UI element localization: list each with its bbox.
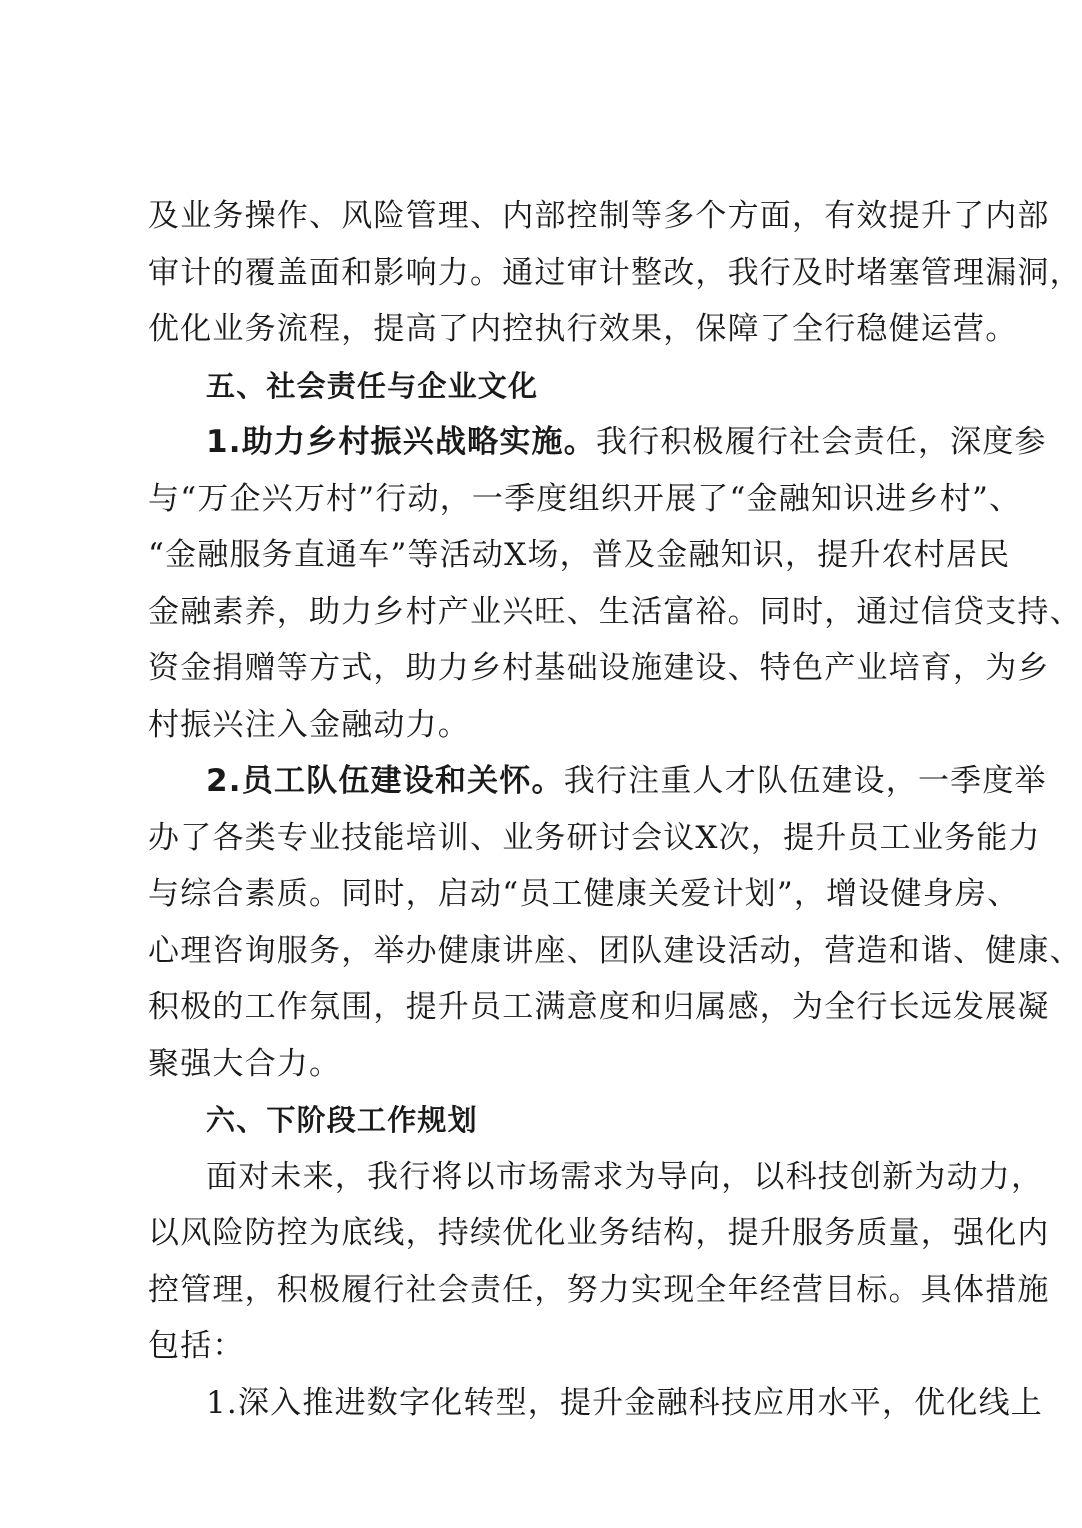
body-line: 聚强大合力。 bbox=[148, 1045, 342, 1082]
item-text: 我行注重人才队伍建设，一季度举 bbox=[563, 763, 1047, 799]
body-line: 及业务操作、风险管理、内部控制等多个方面，有效提升了内部 bbox=[148, 198, 1050, 234]
body-line: 包括： bbox=[148, 1328, 245, 1364]
paragraph-first-line bbox=[148, 414, 1047, 471]
body-line: 与综合素质。同时，启动“员工健康关爱计划”，增设健身房、 bbox=[148, 876, 1020, 912]
paragraph-first-line: 面对未来，我行将以市场需求为导向，以科技创新为动力， bbox=[206, 1158, 1044, 1195]
body-line: “金融服务直通车”等活动X场，普及金融知识，提升农村居民 bbox=[148, 537, 1011, 573]
body-line: 心理咨询服务，举办健康讲座、团队建设活动，营造和谐、健康、 bbox=[148, 932, 1082, 969]
section-heading-next-stage-plan: 六、下阶段工作规划 bbox=[206, 1103, 478, 1137]
body-line: 控管理，积极履行社会责任，努力实现全年经营目标。具体措施 bbox=[148, 1271, 1050, 1308]
document-page bbox=[148, 188, 1082, 1431]
item-lead-staff-care: 2.员工队伍建设和关怀。 bbox=[206, 763, 564, 799]
body-line: 以风险防控为底线，持续优化业务结构，提升服务质量，强化内 bbox=[148, 1215, 1050, 1251]
paragraph-first-line bbox=[148, 753, 1047, 810]
body-line: 优化业务流程，提高了内控执行效果，保障了全行稳健运营。 bbox=[148, 311, 1018, 347]
body-line: 金融素养，助力乡村产业兴旺、生活富裕。同时，通过信贷支持、 bbox=[148, 593, 1082, 630]
item-lead-rural-revitalization: 1.助力乡村振兴战略实施。 bbox=[206, 424, 596, 460]
body-line: 积极的工作氛围，提升员工满意度和归属感，为全行长远发展凝 bbox=[148, 989, 1050, 1025]
item-text: 我行积极履行社会责任，深度参 bbox=[595, 424, 1047, 460]
body-line: 与“万企兴万村”行动，一季度组织开展了“金融知识进乡村”、 bbox=[148, 480, 1022, 517]
body-line: 村振兴注入金融动力。 bbox=[148, 706, 470, 743]
body-line: 办了各类专业技能培训、业务研讨会议X次，提升员工业务能力 bbox=[148, 819, 1041, 856]
section-heading-social-responsibility: 五、社会责任与企业文化 bbox=[206, 368, 539, 403]
measure-item: 1.深入推进数字化转型，提升金融科技应用水平，优化线上 bbox=[206, 1384, 1043, 1421]
body-line: 资金捐赠等方式，助力乡村基础设施建设、特色产业培育，为乡 bbox=[148, 650, 1050, 686]
body-line: 审计的覆盖面和影响力。通过审计整改，我行及时堵塞管理漏洞， bbox=[148, 254, 1082, 291]
